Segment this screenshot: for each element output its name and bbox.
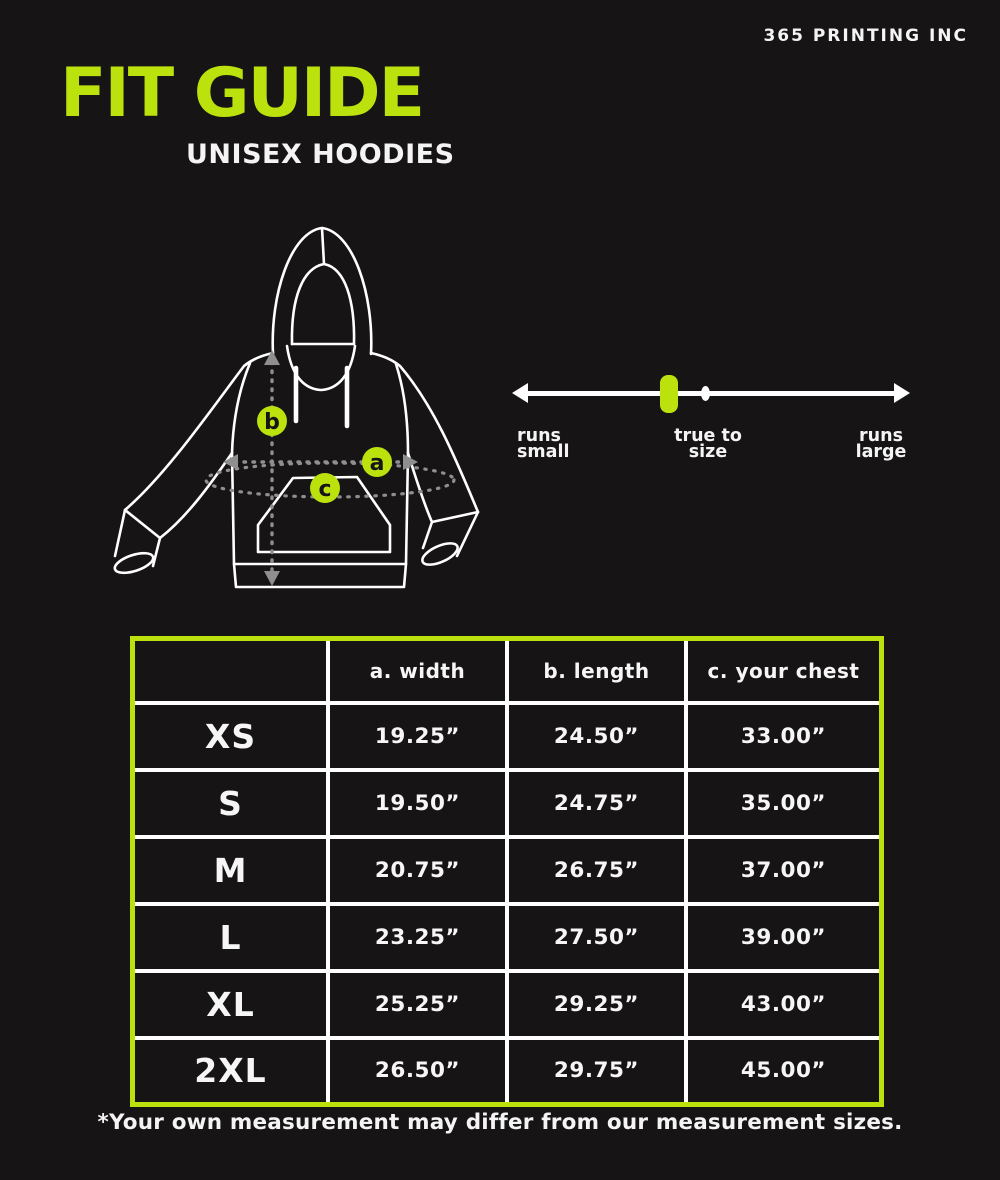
- page-subtitle: UNISEX HOODIES: [186, 139, 455, 170]
- scale-line: [525, 391, 897, 396]
- header-cell-blank: [133, 639, 328, 703]
- chest-cell: 45.00”: [686, 1038, 882, 1105]
- width-cell: 20.75”: [328, 837, 507, 904]
- length-cell: 26.75”: [507, 837, 686, 904]
- size-cell: M: [133, 837, 328, 904]
- svg-text:b: b: [264, 410, 280, 435]
- hoodie-outline-icon: [113, 228, 478, 587]
- table-row: [133, 971, 882, 1038]
- table-row: [133, 837, 882, 904]
- svg-text:a: a: [369, 451, 385, 476]
- width-cell: 19.25”: [328, 703, 507, 770]
- width-cell: 19.50”: [328, 770, 507, 837]
- marker-b: [257, 406, 287, 436]
- chest-cell: 43.00”: [686, 971, 882, 1038]
- marker-a: [362, 447, 392, 477]
- length-cell: 29.25”: [507, 971, 686, 1038]
- width-cell: 26.50”: [328, 1038, 507, 1105]
- table-row: [133, 703, 882, 770]
- chest-cell: 33.00”: [686, 703, 882, 770]
- brand-text: 365 PRINTING INC: [763, 26, 968, 46]
- scale-center-tick: [701, 386, 710, 401]
- size-cell: XL: [133, 971, 328, 1038]
- marker-c: [310, 473, 340, 503]
- scale-right-arrow-icon: [894, 383, 910, 403]
- scale-label-runs-small: runs small: [517, 426, 570, 462]
- header-cell-width: a. width: [328, 639, 507, 703]
- size-cell: S: [133, 770, 328, 837]
- hoodie-diagram: [105, 222, 495, 592]
- chest-cell: 35.00”: [686, 770, 882, 837]
- footnote-text: *Your own measurement may differ from our measurement sizes.: [97, 1110, 903, 1135]
- scale-label-runs-large: runs large: [855, 426, 907, 462]
- length-cell: 29.75”: [507, 1038, 686, 1105]
- table-header-row: [133, 639, 882, 703]
- fit-scale: [512, 372, 910, 472]
- table-row: [133, 770, 882, 837]
- size-cell: L: [133, 904, 328, 971]
- scale-label-true-to-size: true to size: [674, 426, 742, 462]
- table-row: [133, 1038, 882, 1105]
- header-cell-chest: c. your chest: [686, 639, 882, 703]
- fit-indicator: [660, 375, 678, 413]
- size-chart-table: [130, 636, 884, 1107]
- width-cell: 23.25”: [328, 904, 507, 971]
- length-cell: 24.50”: [507, 703, 686, 770]
- width-cell: 25.25”: [328, 971, 507, 1038]
- svg-text:c: c: [318, 477, 332, 502]
- size-cell: XS: [133, 703, 328, 770]
- size-cell: 2XL: [133, 1038, 328, 1105]
- chest-cell: 39.00”: [686, 904, 882, 971]
- page-title: FIT GUIDE: [60, 54, 424, 133]
- length-cell: 24.75”: [507, 770, 686, 837]
- header-cell-length: b. length: [507, 639, 686, 703]
- length-cell: 27.50”: [507, 904, 686, 971]
- table-row: [133, 904, 882, 971]
- chest-cell: 37.00”: [686, 837, 882, 904]
